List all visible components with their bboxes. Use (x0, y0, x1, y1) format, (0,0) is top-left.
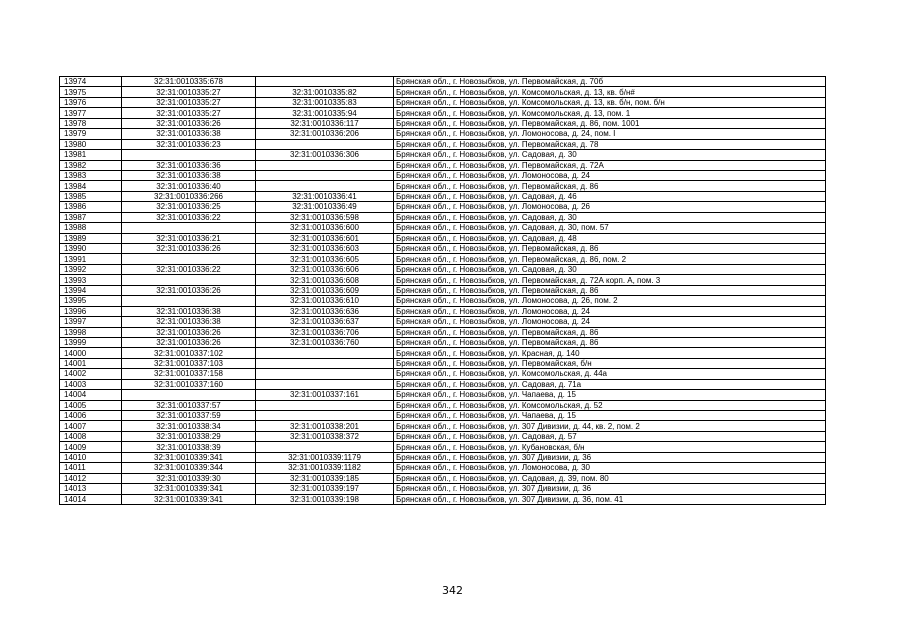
related-cadastral-number-cell: 32:31:0010336:637 (256, 317, 394, 327)
related-cadastral-number-cell: 32:31:0010339:1179 (256, 452, 394, 462)
row-number-cell: 14001 (60, 358, 122, 368)
cadastral-number-cell: 32:31:0010336:23 (122, 139, 256, 149)
address-cell: Брянская обл., г. Новозыбков, ул. Чапаева, д. 15 (394, 411, 826, 421)
address-cell: Брянская обл., г. Новозыбков, ул. Кубановская, б/н (394, 442, 826, 452)
table-row (60, 494, 826, 504)
row-number-cell: 14002 (60, 369, 122, 379)
row-number-cell: 13997 (60, 317, 122, 327)
cadastral-number-cell: 32:31:0010335:678 (122, 77, 256, 87)
row-number-cell: 13996 (60, 306, 122, 316)
address-cell: Брянская обл., г. Новозыбков, ул. Комсомольская, д. 13, пом. 1 (394, 108, 826, 118)
address-cell: Брянская обл., г. Новозыбков, ул. Первомайская, д. 86 (394, 181, 826, 191)
row-number-cell: 13984 (60, 181, 122, 191)
table-row (60, 181, 826, 191)
related-cadastral-number-cell (256, 139, 394, 149)
related-cadastral-number-cell (256, 181, 394, 191)
cadastral-number-cell: 32:31:0010337:57 (122, 400, 256, 410)
related-cadastral-number-cell: 32:31:0010336:606 (256, 264, 394, 274)
row-number-cell: 13977 (60, 108, 122, 118)
related-cadastral-number-cell: 32:31:0010336:605 (256, 254, 394, 264)
row-number-cell: 13998 (60, 327, 122, 337)
cadastral-number-cell: 32:31:0010335:27 (122, 87, 256, 97)
address-cell: Брянская обл., г. Новозыбков, ул. Комсомольская, д. 44а (394, 369, 826, 379)
row-number-cell: 13989 (60, 233, 122, 243)
cadastral-number-cell: 32:31:0010336:22 (122, 264, 256, 274)
cadastral-number-cell: 32:31:0010336:266 (122, 191, 256, 201)
related-cadastral-number-cell (256, 348, 394, 358)
registry-table (59, 76, 826, 505)
row-number-cell: 14009 (60, 442, 122, 452)
table-row (60, 390, 826, 400)
row-number-cell: 13991 (60, 254, 122, 264)
related-cadastral-number-cell: 32:31:0010336:610 (256, 296, 394, 306)
table-row (60, 244, 826, 254)
cadastral-number-cell: 32:31:0010336:26 (122, 337, 256, 347)
cadastral-number-cell (122, 150, 256, 160)
cadastral-number-cell: 32:31:0010336:21 (122, 233, 256, 243)
table-row (60, 421, 826, 431)
row-number-cell: 13994 (60, 285, 122, 295)
address-cell: Брянская обл., г. Новозыбков, ул. Первомайская, д. 70б (394, 77, 826, 87)
cadastral-number-cell: 32:31:0010336:36 (122, 160, 256, 170)
row-number-cell: 13987 (60, 212, 122, 222)
related-cadastral-number-cell: 32:31:0010336:49 (256, 202, 394, 212)
row-number-cell: 13976 (60, 97, 122, 107)
address-cell: Брянская обл., г. Новозыбков, ул. Садовая, д. 71а (394, 379, 826, 389)
registry-table-body (60, 77, 826, 505)
cadastral-number-cell: 32:31:0010339:341 (122, 484, 256, 494)
table-row (60, 191, 826, 201)
row-number-cell: 13974 (60, 77, 122, 87)
address-cell: Брянская обл., г. Новозыбков, ул. Первомайская, д. 86 (394, 337, 826, 347)
related-cadastral-number-cell (256, 442, 394, 452)
address-cell: Брянская обл., г. Новозыбков, ул. Ломоносова, д. 24 (394, 170, 826, 180)
address-cell: Брянская обл., г. Новозыбков, ул. Комсомольская, д. 13, кв. б/н, пом. б/н (394, 97, 826, 107)
cadastral-number-cell: 32:31:0010337:158 (122, 369, 256, 379)
cadastral-number-cell: 32:31:0010336:26 (122, 244, 256, 254)
cadastral-number-cell: 32:31:0010336:26 (122, 285, 256, 295)
address-cell: Брянская обл., г. Новозыбков, ул. Ломоносова, д. 24 (394, 317, 826, 327)
row-number-cell: 14000 (60, 348, 122, 358)
table-row (60, 358, 826, 368)
address-cell: Брянская обл., г. Новозыбков, ул. Садовая, д. 30, пом. 57 (394, 223, 826, 233)
table-row (60, 264, 826, 274)
related-cadastral-number-cell (256, 400, 394, 410)
related-cadastral-number-cell: 32:31:0010338:372 (256, 431, 394, 441)
row-number-cell: 13983 (60, 170, 122, 180)
row-number-cell: 13979 (60, 129, 122, 139)
row-number-cell: 13999 (60, 337, 122, 347)
table-row (60, 160, 826, 170)
cadastral-number-cell: 32:31:0010339:341 (122, 452, 256, 462)
cadastral-number-cell: 32:31:0010336:22 (122, 212, 256, 222)
cadastral-number-cell: 32:31:0010337:102 (122, 348, 256, 358)
row-number-cell: 13990 (60, 244, 122, 254)
table-row (60, 442, 826, 452)
table-row (60, 379, 826, 389)
cadastral-number-cell (122, 223, 256, 233)
address-cell: Брянская обл., г. Новозыбков, ул. Первомайская, д. 86 (394, 285, 826, 295)
related-cadastral-number-cell: 32:31:0010339:185 (256, 473, 394, 483)
related-cadastral-number-cell: 32:31:0010336:636 (256, 306, 394, 316)
row-number-cell: 13982 (60, 160, 122, 170)
address-cell: Брянская обл., г. Новозыбков, ул. Садовая, д. 48 (394, 233, 826, 243)
address-cell: Брянская обл., г. Новозыбков, ул. 307 Дивизии, д. 44, кв. 2, пом. 2 (394, 421, 826, 431)
related-cadastral-number-cell: 32:31:0010336:41 (256, 191, 394, 201)
related-cadastral-number-cell: 32:31:0010336:600 (256, 223, 394, 233)
address-cell: Брянская обл., г. Новозыбков, ул. Садовая, д. 30 (394, 150, 826, 160)
address-cell: Брянская обл., г. Новозыбков, ул. Садовая, д. 39, пом. 80 (394, 473, 826, 483)
address-cell: Брянская обл., г. Новозыбков, ул. Первомайская, д. 86, пом. 1001 (394, 118, 826, 128)
table-row (60, 139, 826, 149)
cadastral-number-cell: 32:31:0010337:59 (122, 411, 256, 421)
cadastral-number-cell: 32:31:0010336:25 (122, 202, 256, 212)
cadastral-number-cell (122, 275, 256, 285)
cadastral-number-cell (122, 296, 256, 306)
cadastral-number-cell: 32:31:0010336:26 (122, 327, 256, 337)
row-number-cell: 13978 (60, 118, 122, 128)
cadastral-number-cell (122, 254, 256, 264)
table-row (60, 369, 826, 379)
address-cell: Брянская обл., г. Новозыбков, ул. 307 Дивизии, д. 36, пом. 41 (394, 494, 826, 504)
table-row (60, 348, 826, 358)
row-number-cell: 13993 (60, 275, 122, 285)
address-cell: Брянская обл., г. Новозыбков, ул. Первомайская, д. 72А (394, 160, 826, 170)
row-number-cell: 13986 (60, 202, 122, 212)
row-number-cell: 14004 (60, 390, 122, 400)
address-cell: Брянская обл., г. Новозыбков, ул. Садовая, д. 30 (394, 264, 826, 274)
related-cadastral-number-cell (256, 411, 394, 421)
table-row (60, 97, 826, 107)
row-number-cell: 13988 (60, 223, 122, 233)
related-cadastral-number-cell: 32:31:0010339:1182 (256, 463, 394, 473)
related-cadastral-number-cell: 32:31:0010336:117 (256, 118, 394, 128)
table-row (60, 202, 826, 212)
cadastral-number-cell: 32:31:0010337:103 (122, 358, 256, 368)
cadastral-number-cell: 32:31:0010335:27 (122, 97, 256, 107)
related-cadastral-number-cell (256, 170, 394, 180)
related-cadastral-number-cell (256, 77, 394, 87)
cadastral-number-cell: 32:31:0010338:29 (122, 431, 256, 441)
address-cell: Брянская обл., г. Новозыбков, ул. Ломоносова, д. 26 (394, 202, 826, 212)
page-number: 342 (442, 584, 463, 597)
table-row (60, 77, 826, 87)
row-number-cell: 13985 (60, 191, 122, 201)
related-cadastral-number-cell: 32:31:0010339:197 (256, 484, 394, 494)
table-row (60, 118, 826, 128)
table-row (60, 150, 826, 160)
cadastral-number-cell: 32:31:0010336:26 (122, 118, 256, 128)
table-row (60, 484, 826, 494)
related-cadastral-number-cell: 32:31:0010336:609 (256, 285, 394, 295)
cadastral-number-cell: 32:31:0010338:34 (122, 421, 256, 431)
address-cell: Брянская обл., г. Новозыбков, ул. 307 Дивизии, д. 36 (394, 452, 826, 462)
table-row (60, 463, 826, 473)
row-number-cell: 14007 (60, 421, 122, 431)
related-cadastral-number-cell: 32:31:0010338:201 (256, 421, 394, 431)
table-row (60, 233, 826, 243)
table-row (60, 275, 826, 285)
table-row (60, 317, 826, 327)
related-cadastral-number-cell (256, 369, 394, 379)
address-cell: Брянская обл., г. Новозыбков, ул. Первомайская, д. 86 (394, 327, 826, 337)
cadastral-number-cell: 32:31:0010336:38 (122, 170, 256, 180)
row-number-cell: 14013 (60, 484, 122, 494)
cadastral-number-cell: 32:31:0010339:30 (122, 473, 256, 483)
address-cell: Брянская обл., г. Новозыбков, ул. Первомайская, д. 72А корп. А, пом. 3 (394, 275, 826, 285)
cadastral-number-cell: 32:31:0010335:27 (122, 108, 256, 118)
table-row (60, 296, 826, 306)
cadastral-number-cell: 32:31:0010339:344 (122, 463, 256, 473)
row-number-cell: 14011 (60, 463, 122, 473)
address-cell: Брянская обл., г. Новозыбков, ул. Первомайская, д. 86 (394, 244, 826, 254)
address-cell: Брянская обл., г. Новозыбков, ул. Садовая, д. 46 (394, 191, 826, 201)
address-cell: Брянская обл., г. Новозыбков, ул. Садовая, д. 30 (394, 212, 826, 222)
address-cell: Брянская обл., г. Новозыбков, ул. Первомайская, б/н (394, 358, 826, 368)
cadastral-number-cell: 32:31:0010336:38 (122, 129, 256, 139)
table-row (60, 400, 826, 410)
related-cadastral-number-cell: 32:31:0010336:206 (256, 129, 394, 139)
row-number-cell: 14005 (60, 400, 122, 410)
related-cadastral-number-cell: 32:31:0010336:306 (256, 150, 394, 160)
table-row (60, 411, 826, 421)
cadastral-number-cell: 32:31:0010337:160 (122, 379, 256, 389)
cadastral-number-cell: 32:31:0010338:39 (122, 442, 256, 452)
table-row (60, 87, 826, 97)
table-row (60, 337, 826, 347)
table-row (60, 108, 826, 118)
related-cadastral-number-cell: 32:31:0010337:161 (256, 390, 394, 400)
address-cell: Брянская обл., г. Новозыбков, ул. Комсомольская, д. 13, кв. б/н# (394, 87, 826, 97)
address-cell: Брянская обл., г. Новозыбков, ул. 307 Дивизии, д. 36 (394, 484, 826, 494)
related-cadastral-number-cell (256, 379, 394, 389)
address-cell: Брянская обл., г. Новозыбков, ул. Ломоносова, д. 30 (394, 463, 826, 473)
related-cadastral-number-cell: 32:31:0010335:94 (256, 108, 394, 118)
related-cadastral-number-cell: 32:31:0010336:608 (256, 275, 394, 285)
related-cadastral-number-cell: 32:31:0010336:760 (256, 337, 394, 347)
table-row (60, 327, 826, 337)
address-cell: Брянская обл., г. Новозыбков, ул. Первомайская, д. 86, пом. 2 (394, 254, 826, 264)
table-row (60, 129, 826, 139)
cadastral-number-cell: 32:31:0010336:38 (122, 317, 256, 327)
row-number-cell: 14012 (60, 473, 122, 483)
cadastral-number-cell (122, 390, 256, 400)
table-row (60, 285, 826, 295)
cadastral-number-cell: 32:31:0010339:341 (122, 494, 256, 504)
row-number-cell: 14006 (60, 411, 122, 421)
address-cell: Брянская обл., г. Новозыбков, ул. Ломоносова, д. 24 (394, 306, 826, 316)
address-cell: Брянская обл., г. Новозыбков, ул. Первомайская, д. 78 (394, 139, 826, 149)
related-cadastral-number-cell: 32:31:0010336:598 (256, 212, 394, 222)
row-number-cell: 14014 (60, 494, 122, 504)
related-cadastral-number-cell: 32:31:0010336:603 (256, 244, 394, 254)
related-cadastral-number-cell: 32:31:0010336:601 (256, 233, 394, 243)
address-cell: Брянская обл., г. Новозыбков, ул. Ломоносова, д. 26, пом. 2 (394, 296, 826, 306)
address-cell: Брянская обл., г. Новозыбков, ул. Красная, д. 140 (394, 348, 826, 358)
row-number-cell: 14003 (60, 379, 122, 389)
related-cadastral-number-cell (256, 160, 394, 170)
row-number-cell: 13975 (60, 87, 122, 97)
address-cell: Брянская обл., г. Новозыбков, ул. Садовая, д. 57 (394, 431, 826, 441)
table-row (60, 306, 826, 316)
related-cadastral-number-cell (256, 358, 394, 368)
row-number-cell: 13992 (60, 264, 122, 274)
row-number-cell: 13981 (60, 150, 122, 160)
address-cell: Брянская обл., г. Новозыбков, ул. Ломоносова, д. 24, пом. I (394, 129, 826, 139)
table-row (60, 223, 826, 233)
table-row (60, 170, 826, 180)
address-cell: Брянская обл., г. Новозыбков, ул. Чапаева, д. 15 (394, 390, 826, 400)
cadastral-number-cell: 32:31:0010336:38 (122, 306, 256, 316)
table-row (60, 473, 826, 483)
row-number-cell: 14010 (60, 452, 122, 462)
row-number-cell: 13980 (60, 139, 122, 149)
related-cadastral-number-cell: 32:31:0010335:82 (256, 87, 394, 97)
table-row (60, 212, 826, 222)
related-cadastral-number-cell: 32:31:0010335:83 (256, 97, 394, 107)
row-number-cell: 14008 (60, 431, 122, 441)
row-number-cell: 13995 (60, 296, 122, 306)
related-cadastral-number-cell: 32:31:0010339:198 (256, 494, 394, 504)
table-row (60, 254, 826, 264)
related-cadastral-number-cell: 32:31:0010336:706 (256, 327, 394, 337)
table-row (60, 452, 826, 462)
table-row (60, 431, 826, 441)
cadastral-number-cell: 32:31:0010336:40 (122, 181, 256, 191)
address-cell: Брянская обл., г. Новозыбков, ул. Комсомольская, д. 52 (394, 400, 826, 410)
